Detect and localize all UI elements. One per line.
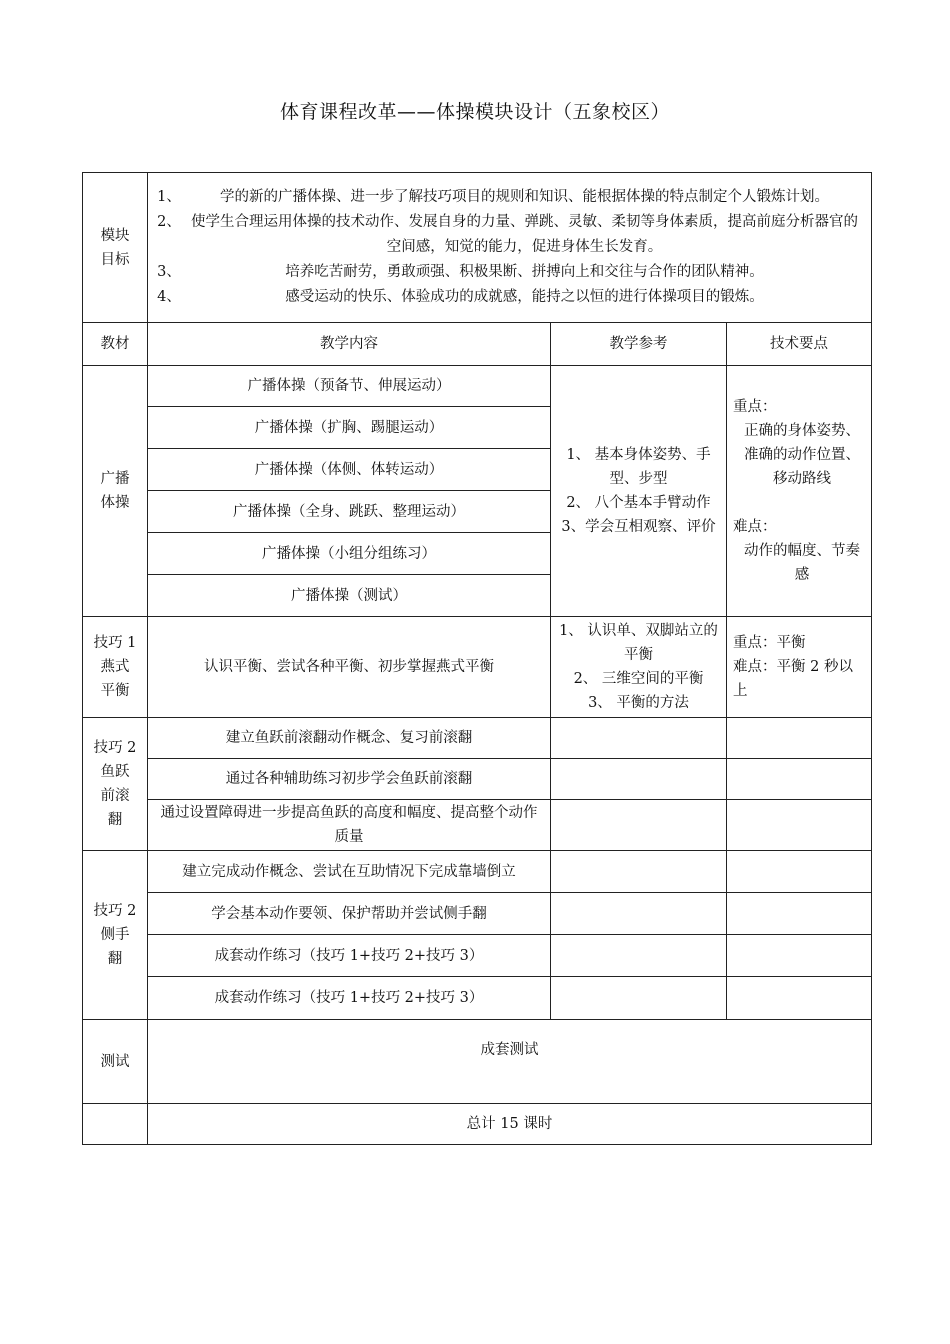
table-row — [83, 366, 872, 407]
content-cell: 广播体操（预备节、伸展运动） — [148, 366, 551, 407]
total-hours: 总计 15 课时 — [148, 1104, 872, 1145]
content-cell: 广播体操（体侧、体转运动） — [148, 449, 551, 491]
section-label-dive-roll: 技巧 2 鱼跃 前滚 翻 — [83, 718, 148, 851]
key-points-cell — [727, 759, 872, 800]
key-points-cell — [727, 718, 872, 759]
table-row — [83, 617, 872, 718]
total-blank — [83, 1104, 148, 1145]
reference-cell — [551, 800, 727, 851]
reference-cell — [551, 893, 727, 935]
header-content: 教学内容 — [148, 323, 551, 366]
reference-cell — [551, 851, 727, 893]
goal-item: 4、 感受运动的快乐、体验成功的成就感，能持之以恒的进行体操项目的锻炼。 — [157, 289, 764, 305]
content-cell: 通过各种辅助练习初步学会鱼跃前滚翻 — [148, 759, 551, 800]
header-key-points: 技术要点 — [727, 323, 872, 366]
table-row — [83, 851, 872, 893]
content-cell: 广播体操（小组分组练习） — [148, 533, 551, 575]
section-label-test: 测试 — [83, 1020, 148, 1104]
section-label-cartwheel: 技巧 2 侧手 翻 — [83, 851, 148, 1020]
reference-balance: 1、 认识单、双脚站立的平衡 2、 三维空间的平衡 3、 平衡的方法 — [551, 617, 727, 718]
goal-item: 2、 使学生合理运用体操的技术动作、发展自身的力量、弹跳、灵敏、柔韧等身体素质，提高前庭分析器官的空间感，知觉的能力，促进身体生长发育。 — [157, 214, 858, 255]
table-row — [83, 718, 872, 759]
section-label-broadcast: 广播 体操 — [83, 366, 148, 617]
page-title: 体育课程改革——体操模块设计（五象校区） — [279, 101, 670, 123]
key-points-cell — [727, 893, 872, 935]
content-cell: 建立完成动作概念、尝试在互助情况下完成靠墙倒立 — [148, 851, 551, 893]
table-row — [83, 935, 872, 977]
table-row — [83, 800, 872, 851]
key-points-cell — [727, 851, 872, 893]
key-points-broadcast: 重点： 正确的身体姿势、准确的动作位置、移动路线 难点： 动作的幅度、节奏感 — [727, 366, 872, 617]
content-cell: 建立鱼跃前滚翻动作概念、复习前滚翻 — [148, 718, 551, 759]
key-points-cell — [727, 977, 872, 1020]
goals-row — [83, 173, 872, 323]
content-cell: 通过设置障碍进一步提高鱼跃的高度和幅度、提高整个动作质量 — [148, 800, 551, 851]
goal-item: 3、 培养吃苦耐劳，勇敢顽强、积极果断、拼搏向上和交往与合作的团队精神。 — [157, 264, 764, 280]
content-cell: 广播体操（测试） — [148, 575, 551, 617]
content-cell: 广播体操（扩胸、踢腿运动） — [148, 407, 551, 449]
table-row — [83, 977, 872, 1020]
module-design-table — [82, 172, 872, 1145]
total-row — [83, 1104, 872, 1145]
key-points-balance: 重点：平衡 难点：平衡 2 秒以上 — [727, 617, 872, 718]
table-row — [83, 1020, 872, 1104]
reference-cell — [551, 977, 727, 1020]
content-cell: 学会基本动作要领、保护帮助并尝试侧手翻 — [148, 893, 551, 935]
table-row — [83, 893, 872, 935]
reference-cell — [551, 759, 727, 800]
reference-broadcast: 1、 基本身体姿势、手型、步型 2、 八个基本手臂动作 3、学会互相观察、评价 — [551, 366, 727, 617]
goal-item: 1、 学的新的广播体操、进一步了解技巧项目的规则和知识、能根据体操的特点制定个人锻炼计划。 — [157, 189, 829, 205]
content-cell: 成套动作练习（技巧 1+技巧 2+技巧 3） — [148, 935, 551, 977]
content-cell: 广播体操（全身、跳跃、整理运动） — [148, 491, 551, 533]
reference-cell — [551, 718, 727, 759]
key-points-cell — [727, 935, 872, 977]
goals-label: 模块 目标 — [83, 173, 148, 323]
goals-list — [148, 173, 872, 323]
content-cell: 成套动作练习（技巧 1+技巧 2+技巧 3） — [148, 977, 551, 1020]
content-cell: 认识平衡、尝试各种平衡、初步掌握燕式平衡 — [148, 617, 551, 718]
test-content: 成套测试 — [148, 1020, 872, 1104]
reference-cell — [551, 935, 727, 977]
header-row — [83, 323, 872, 366]
key-points-cell — [727, 800, 872, 851]
header-reference: 教学参考 — [551, 323, 727, 366]
section-label-balance: 技巧 1 燕式 平衡 — [83, 617, 148, 718]
header-material: 教材 — [83, 323, 148, 366]
table-row — [83, 759, 872, 800]
